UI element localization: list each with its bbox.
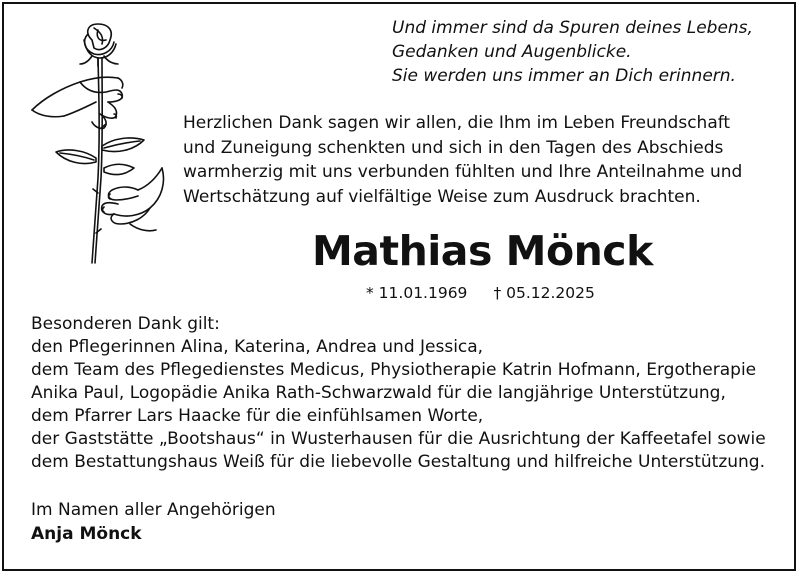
deceased-name: Mathias Mönck: [312, 227, 653, 275]
intro-paragraph: [183, 111, 783, 209]
thanks-line: Anika Paul, Logopädie Anika Rath-Schwarzwald für die langjährige Unterstützung,: [31, 383, 726, 403]
signature-block: [31, 498, 431, 546]
quote-line: Sie werden uns immer an Dich erinnern.: [392, 66, 736, 86]
rose-in-hands-icon: [22, 18, 172, 268]
death-date: † 05.12.2025: [493, 284, 595, 302]
quote-line: Und immer sind da Spuren deines Lebens,: [392, 18, 753, 38]
birth-date: * 11.01.1969: [366, 284, 468, 302]
quote-line: Gedanken und Augenblicke.: [392, 42, 632, 62]
intro-line: Wertschätzung auf vielfältige Weise zum Ausdruck brachten.: [183, 186, 701, 207]
special-thanks: [31, 313, 791, 474]
life-dates: [366, 282, 595, 304]
intro-line: Herzlichen Dank sagen wir allen, die Ihm im Leben Freundschaft: [183, 113, 731, 133]
thanks-line: der Gaststätte „Bootshaus“ in Wusterhausen für die Ausrichtung der Kaffeetafel sowie: [31, 429, 766, 449]
signature-prefix: Im Namen aller Angehörigen: [31, 500, 276, 520]
intro-line: warmherzig mit uns verbunden fühlten und Ihre Anteilnahme und: [183, 162, 743, 182]
thanks-heading: Besonderen Dank gilt:: [31, 314, 220, 334]
thanks-line: dem Bestattungshaus Weiß für die liebevolle Gestaltung und hilfreiche Unterstützung.: [31, 452, 765, 472]
signer-name: Anja Mönck: [31, 524, 142, 544]
thanks-line: dem Team des Pflegedienstes Medicus, Physiotherapie Katrin Hofmann, Ergotherapie: [31, 360, 757, 380]
thanks-line: dem Pfarrer Lars Haacke für die einfühlsamen Worte,: [31, 406, 484, 426]
intro-line: und Zuneigung schenkten und sich in den Tagen des Abschieds: [183, 137, 724, 158]
thanks-line: den Pflegerinnen Alina, Katerina, Andrea und Jessica,: [31, 337, 484, 357]
memorial-quote: [392, 16, 787, 88]
